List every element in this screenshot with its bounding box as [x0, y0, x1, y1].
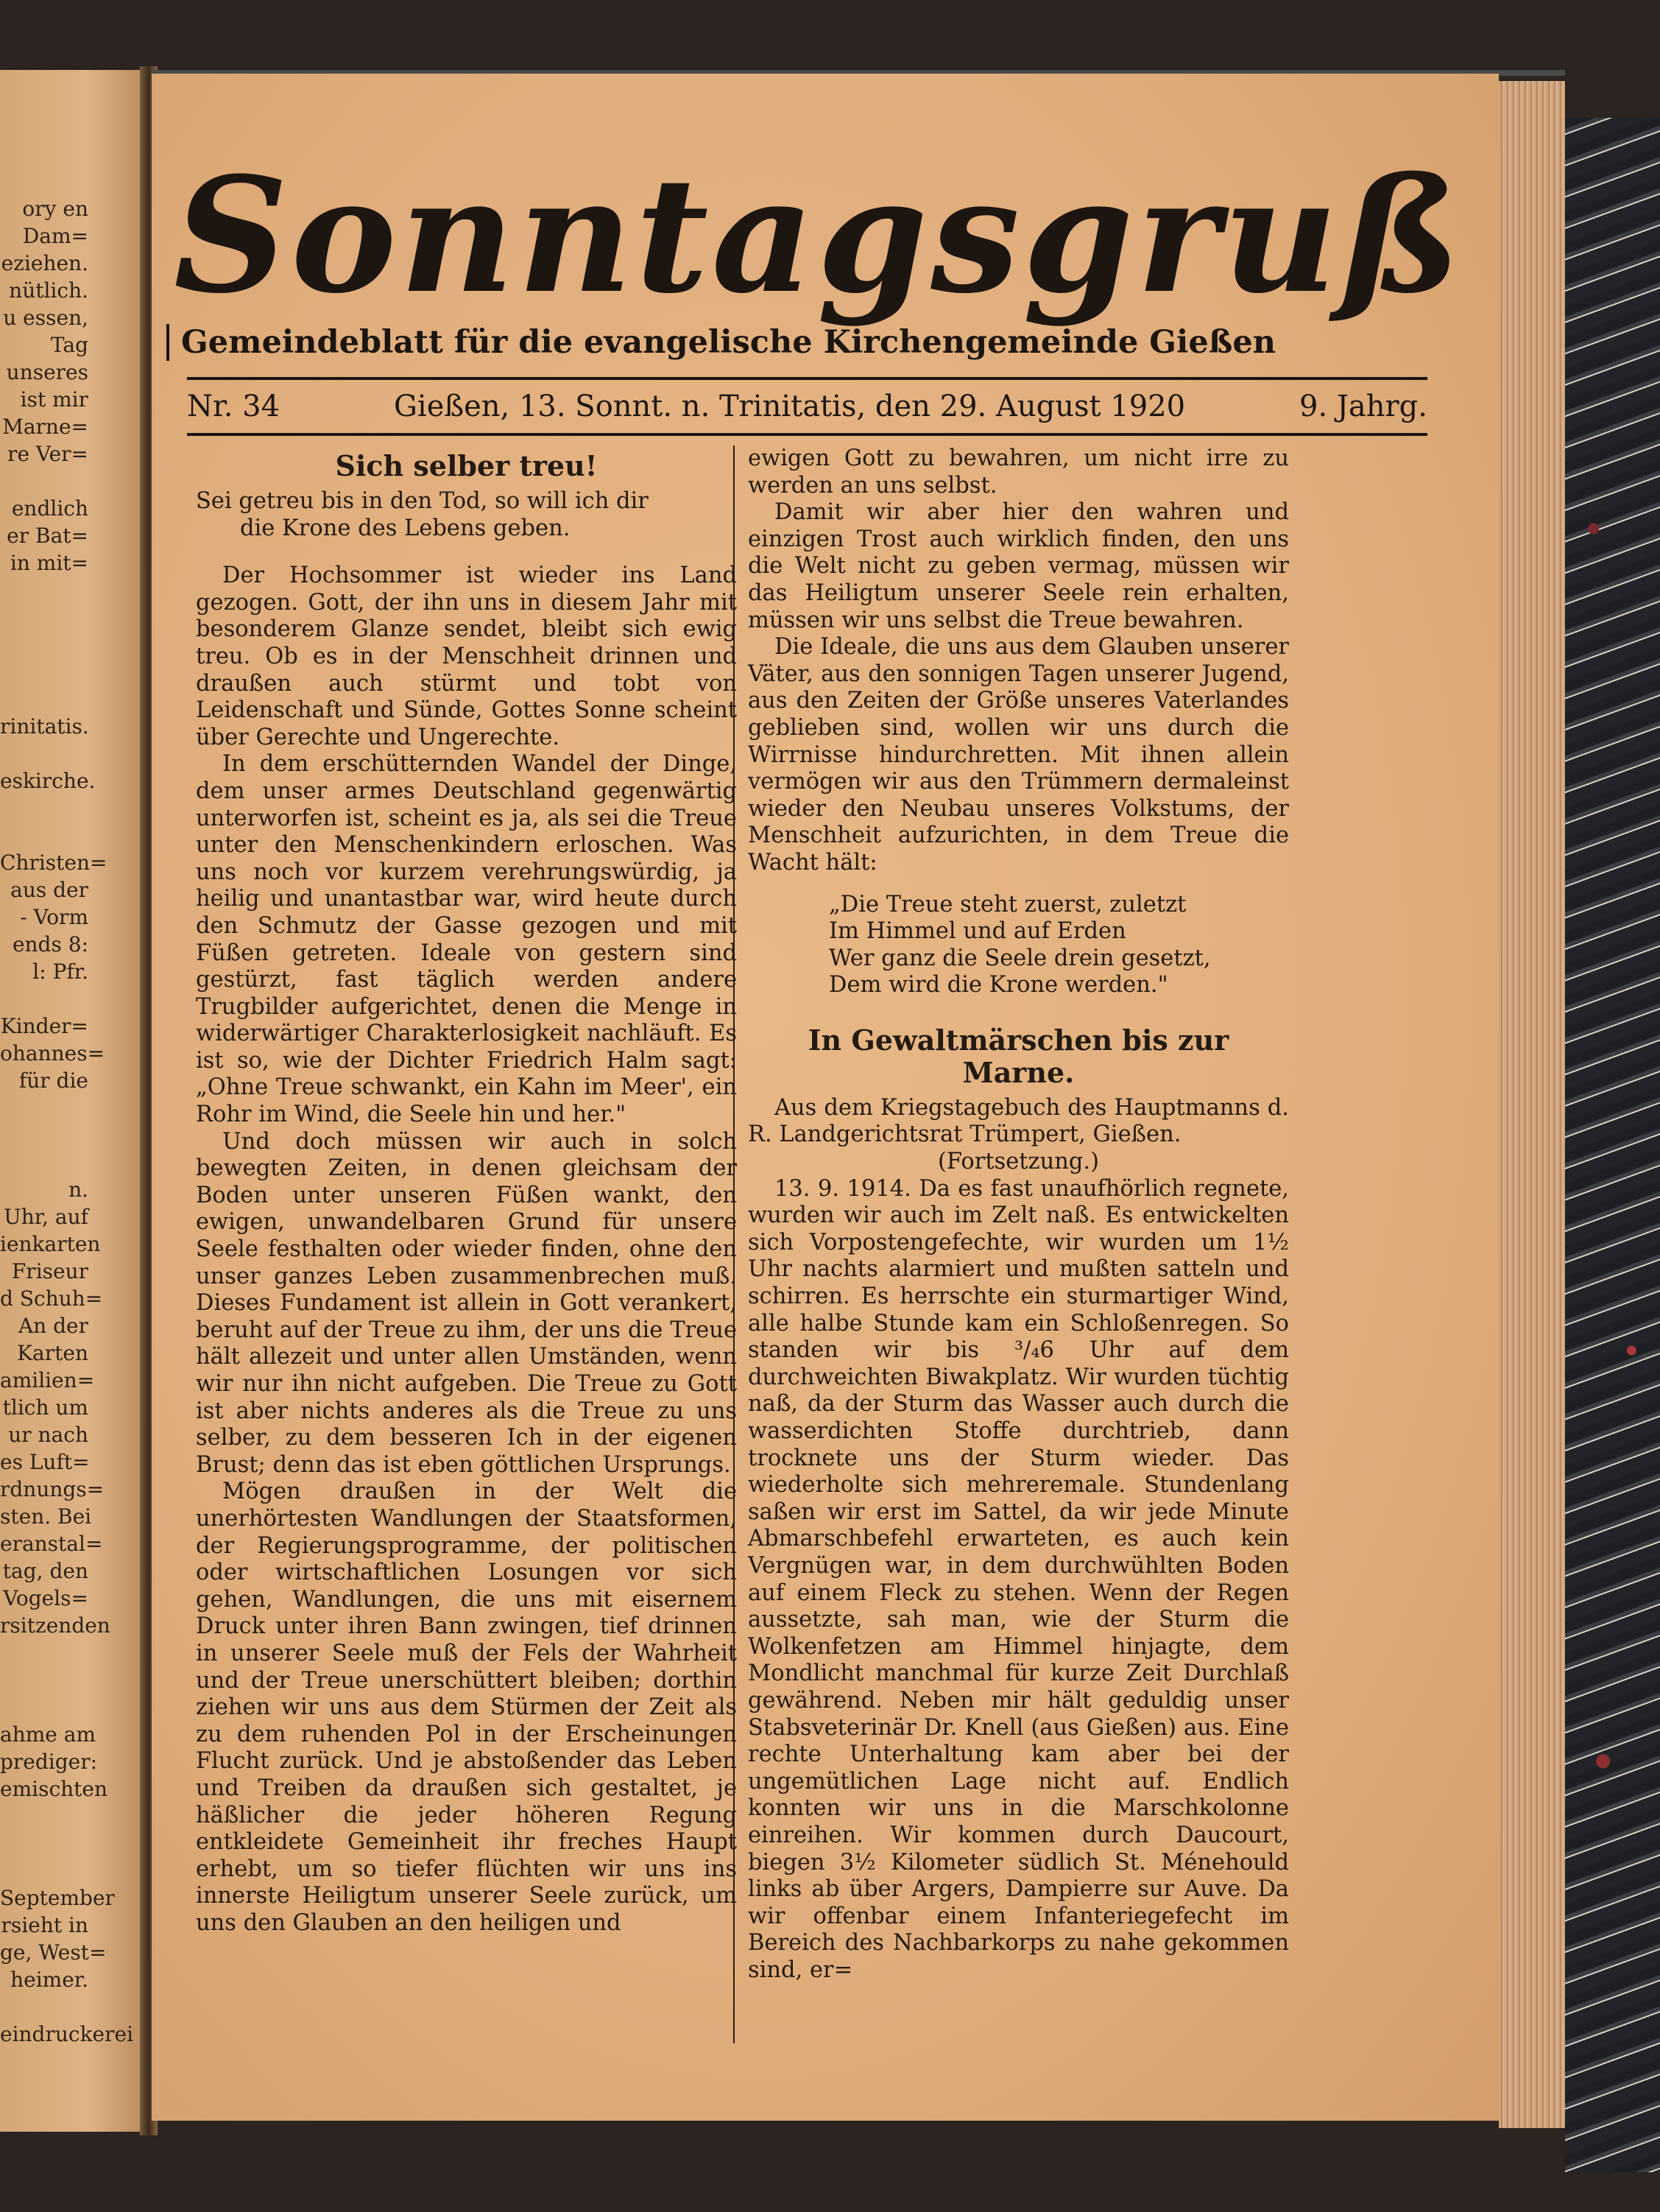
left-page-fragment: ge, West= [0, 1940, 107, 1965]
paragraph: Der Hochsommer ist wieder ins Land gezogen. Gott, der ihn uns in diesem Jahr mit besonderem Glanze sendet, bleibt sich ewig treu. Ob es in der Menschheit drinnen und draußen auch stürmt und tobt von Leidenschaft und Sünde, Gottes Sonne scheint über Gerechte und Ungerechte. [196, 563, 737, 750]
paragraph: In dem erschütternden Wandel der Dinge, dem unser armes Deutschland gegenwärtig unterworfen ist, scheint es ja, als sei die Treue unter den Menschenkindern erloschen. Was uns noch vor kurzem verehrungswürdig, ja heilig und unantastbar war, wird heute durch den Schmutz der Gasse gezogen und mit Füßen getreten. Ideale von gestern sind gestürzt, fast täglich werden andere Trugbilder aufgerichtet, denen die Menge in widerwärtiger Charakterlosigkeit nachläuft. Es ist so, wie der Dichter Friedrich Halm sagt: „Ohne Treue schwankt, ein Kahn im Meer', ein Rohr im Wind, die Seele hin und her." [196, 751, 737, 1128]
left-page-fragment: ory en [22, 197, 88, 221]
left-page-fragment: Dam= [22, 224, 88, 248]
left-page-fragment: es Luft= [0, 1450, 90, 1474]
article-source: Aus dem Kriegstagebuch des Hauptmanns d. R. Landgerichtsrat Trümpert, Gießen. [748, 1094, 1289, 1148]
left-page-fragment: sten. Bei [0, 1504, 92, 1529]
left-page-fragment: eskirche. [0, 769, 96, 793]
continued-note: (Fortsetzung.) [937, 1149, 1100, 1175]
paragraph: 13. 9. 1914. Da es fast unaufhörlich regnete, wurden wir auch im Zelt naß. Es entwickelten sich Vorpostengefechte, wir wurden um 1½ Uhr nachts alarmiert und mußten satteln und schirren. Es herrschte ein sturmartiger Wind, alle halbe Stunde kam ein Schloßenregen. So standen wir bis ³/₄6 Uhr auf dem durchweichten Biwakplatz. Wir wurden tüchtig naß, da der Sturm das Wasser auch durch die wasserdichten Stoffe durchtrieb, dann trocknete uns der Sturm wieder. Das wiederholte sich mehreremale. Stundenlang saßen wir erst im Sattel, da wir jede Minute Abmarschbefehl erwarteten, es auch kein Vergnügen war, in dem durchwühlten Boden auf einem Fleck zu stehen. Wenn der Regen aussetzte, sah man, wie der Sturm die Wolkenfetzen am Himmel hinjagte, dem Mondlicht manchmal für kurze Zeit Durchlaß gewährend. Neben mir hält geduldig unser Stabsveterinär Dr. Knell (aus Gießen) aus. Eine rechte Unterhaltung kam aber bei der ungemütlichen Lage nicht auf. Endlich konnten wir uns in die Marschkolonne einreihen. Wir kommen durch Daucourt, biegen 3½ Kilometer südlich St. Ménehould links ab über Argers, Dampierre sur Auve. Da wir offenbar einem Infanteriegefecht im Bereich des Nachbarkorps zu nahe gekommen sind, er= [748, 1175, 1289, 1983]
left-page-fragment: in mit= [10, 551, 88, 575]
left-page-fragment [0, 1803, 147, 1830]
left-page-fragment: tlich um [2, 1395, 88, 1420]
left-page-fragment: re Ver= [7, 442, 88, 466]
left-page-fragment: An der [18, 1314, 88, 1338]
column-left [196, 445, 737, 1937]
column-right [748, 445, 1289, 1984]
left-page-fragment: rsitzenden [0, 1613, 110, 1638]
issue-year: 9. Jahrg. [1299, 390, 1427, 423]
left-page-fragment [0, 631, 147, 658]
left-page-fragment [0, 686, 147, 713]
left-page-fragment: heimer. [10, 1968, 88, 1992]
newspaper-page [152, 74, 1499, 2121]
article-title: Sich selber treu! [335, 449, 598, 482]
masthead-subtitle: Gemeindeblatt für die evangelische Kirchengemeinde Gießen [166, 324, 1315, 361]
left-page-fragment: Vogels= [3, 1586, 88, 1610]
left-page-fragment: emischten [0, 1777, 108, 1801]
left-page-fragment: ur nach [8, 1423, 88, 1447]
issue-info-line [187, 377, 1427, 436]
left-page-fragment: rsieht in [1, 1913, 88, 1937]
left-page-fragment: nütlich. [9, 278, 88, 303]
motto-line: Sei getreu bis in den Tod, so will ich dir [196, 488, 649, 514]
paragraph: Die Ideale, die uns aus dem Glauben unserer Väter, aus den sonnigen Tagen unserer Jugend, aus den Zeiten der Größe unseres Vaterlandes geblieben sind, wollen wir uns durch die Wirrnisse hindurchretten. Mit ihnen allein vermögen wir aus den Trümmern dermaleinst wieder den Neubau unseres Volkstums, der Menschheit aufzurichten, in dem Treue die Wacht hält: [748, 634, 1289, 876]
poem [829, 892, 1289, 999]
paragraph: ewigen Gott zu bewahren, um nicht irre zu werden an uns selbst. [748, 445, 1289, 499]
motto-line: die Krone des Lebens geben. [240, 515, 571, 541]
paragraph: Und doch müssen wir auch in solch bewegten Zeiten, in denen gleichsam der Boden unter unseren Füßen wankt, den ewigen, unwandelbaren Grund für unsere Seele festhalten oder wieder finden, ohne den unser ganzes Leben zusammenbrechen muß. Dieses Fundament ist allein in Gott verankert, beruht auf der Treue zu ihm, der uns die Treue hält allezeit und unter allen Umständen, wenn wir nur ihn nicht aufgeben. Die Treue zu Gott ist aber nichts anderes als die Treue zu uns selber, zu dem besseren Ich in der eigenen Brust; denn das ist eben göttlichen Ursprungs. [196, 1128, 737, 1478]
left-page-fragment [0, 1993, 147, 2021]
left-page-fragment: - Vorm [20, 905, 88, 929]
poem-line: Dem wird die Krone werden." [829, 972, 1168, 998]
left-page-fragment [0, 822, 147, 849]
marbled-binding [1565, 118, 1660, 2172]
left-page-fragment [0, 468, 147, 495]
left-page-fragment [0, 795, 147, 822]
left-page-fragment: Friseur [11, 1259, 88, 1283]
page-edges [1499, 81, 1565, 2128]
left-page-text-fragments [0, 195, 147, 2048]
left-page-fragment: d Schuh= [0, 1286, 103, 1311]
left-page-fragment: eranstal= [0, 1532, 103, 1556]
left-page-fragment: Karten [17, 1341, 88, 1365]
left-page-fragment: er Bat= [7, 524, 88, 548]
left-page-fragment [0, 604, 147, 631]
left-page-fragment: Christen= [0, 850, 107, 875]
left-page-fragment: u essen, [3, 306, 88, 330]
left-page-fragment [0, 658, 147, 686]
left-page-fragment: für die [18, 1068, 88, 1093]
left-page-fragment: ohannes= [0, 1041, 105, 1066]
left-page-fragment [0, 577, 147, 604]
left-page-fragment: September [0, 1886, 115, 1910]
poem-line: „Die Treue steht zuerst, zuletzt [829, 891, 1187, 917]
left-page-fragment [0, 985, 147, 1012]
left-page-fragment: n. [68, 1177, 88, 1202]
issue-number: Nr. 34 [187, 390, 280, 423]
left-page-fragment [0, 1094, 147, 1121]
left-page-fragment: Kinder= [0, 1014, 88, 1038]
left-page-fragment: tag, den [2, 1559, 88, 1583]
issue-date: Gießen, 13. Sonnt. n. Trinitatis, den 29. August 1920 [393, 390, 1186, 423]
left-page-fragment: rinitatis. [0, 714, 89, 739]
left-page-fragment: eindruckerei [0, 2022, 134, 2046]
left-page-edge [0, 70, 147, 2132]
left-page-fragment: Marne= [2, 415, 88, 439]
left-page-fragment: prediger: [0, 1750, 98, 1774]
left-page-fragment: l: Pfr. [32, 959, 88, 984]
left-page-fragment: endlich [11, 496, 88, 521]
left-page-fragment: ahme am [0, 1722, 96, 1747]
left-page-fragment [0, 1694, 147, 1721]
left-page-fragment: ienkarten [0, 1232, 101, 1256]
left-page-fragment: ist mir [20, 387, 88, 412]
article-motto [196, 488, 737, 542]
left-page-fragment: Tag [50, 333, 88, 357]
left-page-fragment: aus der [10, 878, 88, 902]
paragraph: Mögen draußen in der Welt die unerhörtesten Wandlungen der Staatsformen, der Regierungsprogramme, der politischen oder wirtschaftlichen Losungen vor sich gehen, Wandlungen, die uns mit eisernem Druck unter ihren Bann zwingen, tief drinnen in unserer Seele muß der Fels der Wahrheit und der Treue unerschüttert bleiben; dorthin ziehen wir uns aus dem Stürmen der Zeit als zu dem ruhenden Pol in der Erscheinungen Flucht zurück. Und je abstoßender das Leben und Treiben da draußen sich gestaltet, je häßlicher die jeder höheren Regung entkleidete Gemeinheit ihr freches Haupt erhebt, um so tiefer flüchten wir uns ins innerste Heiligtum unserer Seele zurück, um uns den Glauben an den heiligen und [196, 1479, 737, 1936]
paragraph: Damit wir aber hier den wahren und einzigen Trost auch wirklich finden, den uns die Welt nicht zu geben vermag, müssen wir das Heiligtum unserer Seele rein erhalten, müssen wir uns selbst die Treue bewahren. [748, 499, 1289, 633]
left-page-fragment: ends 8: [12, 932, 88, 957]
left-page-fragment [0, 1639, 147, 1666]
poem-line: Im Himmel und auf Erden [829, 918, 1126, 945]
left-page-fragment [0, 1666, 147, 1694]
left-page-fragment: amilien= [0, 1368, 95, 1392]
left-page-fragment [0, 740, 147, 767]
left-page-fragment [0, 1149, 147, 1176]
left-page-fragment: eziehen. [1, 251, 88, 275]
left-page-fragment: unseres [6, 360, 88, 384]
left-page-fragment: rdnungs= [0, 1477, 105, 1501]
masthead-title: Sonntagsgruß [174, 142, 1464, 328]
left-page-fragment [0, 1830, 147, 1857]
left-page-fragment [0, 1121, 147, 1149]
article-title: In Gewaltmärschen bis zur Marne. [808, 1023, 1229, 1089]
left-page-fragment [0, 1857, 147, 1884]
left-page-fragment: Uhr, auf [4, 1205, 88, 1229]
poem-line: Wer ganz die Seele drein gesetzt, [829, 945, 1211, 971]
